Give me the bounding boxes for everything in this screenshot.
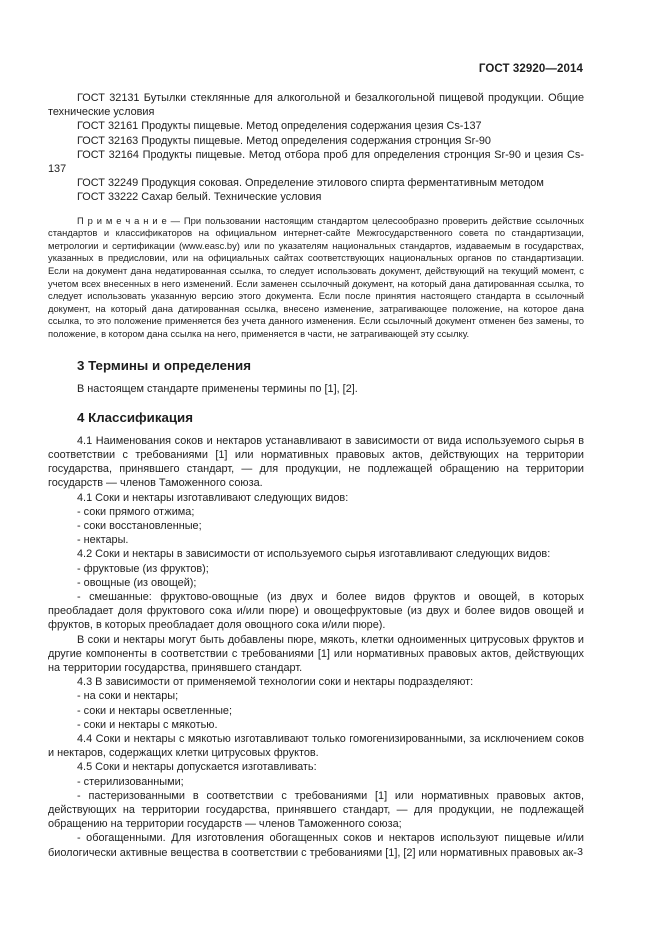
note-paragraph bbox=[48, 215, 584, 341]
list-item: - на соки и нектары; bbox=[77, 690, 179, 703]
list-item: - овощные (из овощей); bbox=[77, 576, 197, 589]
section-4-heading: 4 Классификация bbox=[77, 409, 193, 425]
list-item: - фруктовые (из фруктов); bbox=[77, 562, 209, 575]
list-item: - соки и нектары с мякотью. bbox=[77, 718, 218, 731]
reference-item: ГОСТ 32249 Продукция соковая. Определение этилового спирта ферментативным методом bbox=[77, 177, 544, 190]
reference-item: ГОСТ 32164 Продукты пищевые. Метод отбора проб для определения стронция Sr-90 и цезия Cs-137 bbox=[48, 148, 584, 176]
clause-4-1-kinds: 4.1 Соки и нектары изготавливают следующих видов: bbox=[77, 491, 349, 504]
clause-4-2: 4.2 Соки и нектары в зависимости от используемого сырья изготавливают следующих видов: bbox=[77, 548, 551, 561]
section-3-text: В настоящем стандарте применены термины по [1], [2]. bbox=[77, 382, 358, 395]
reference-item: ГОСТ 32131 Бутылки стеклянные для алкогольной и безалкогольной пищевой продукции. Общие технические условия bbox=[48, 92, 584, 119]
list-item: - нектары. bbox=[77, 534, 129, 547]
note-label: П р и м е ч а н и е bbox=[77, 214, 167, 226]
clause-4-5: 4.5 Соки и нектары допускается изготавливать: bbox=[77, 761, 317, 774]
list-item: - соки прямого отжима; bbox=[77, 505, 195, 518]
clause-4-3: 4.3 В зависимости от применяемой технологии соки и нектары подразделяют: bbox=[77, 676, 474, 689]
list-item: - соки и нектары осветленные; bbox=[77, 704, 233, 717]
reference-item: ГОСТ 33222 Сахар белый. Технические условия bbox=[77, 191, 322, 204]
clause-4-2-additives: В соки и нектары могут быть добавлены пюре, мякоть, клетки одноименных цитрусовых фруктов и другие компоненты в соответствии с требованиями [1] или нормативных правовых актов, действующих на территории государства, принявшего стандарт. bbox=[48, 633, 584, 675]
list-item: - пастеризованными в соответствии с требованиями [1] или нормативных правовых актов, действующих на территории государства, принявшего стандарт, — для продукции, не подлежащей обращению на территории государств — членов Таможенного союза; bbox=[48, 789, 584, 831]
page-number: 3 bbox=[577, 846, 583, 858]
section-3-heading: 3 Термины и определения bbox=[77, 357, 251, 373]
note-text: — При пользовании настоящим стандартом целесообразно проверить действие ссылочных стандартов и классификаторов на официальном интернет-сайте Межгосударственного совета по стандартизации, метрологии и сертификации (www.easc.by) или по указателям национальных стандартов, издаваемым в государствах, указанных в предисловии, или на официальных сайтах соответствующих национальных органов по стандартизации. Если на документ дана недатированная ссылка, то следует использовать документ, действующий на текущий момент, с учетом всех внесенных в него изменений. Если заменен ссылочный документ, на который дана датированная ссылка, то следует использовать указанную версию этого документа. Если после принятия настоящего стандарта в ссылочный документ, на который дана датированная ссылка, внесено изменение, затрагивающее положение, на которое дана ссылка, то это положение применяется без учета данного изменения. Если ссылочный документ отменен без замены, то положение, в котором дана ссылка на него, применяется в части, не затрагивающей эту ссылку. bbox=[48, 214, 584, 339]
reference-item: ГОСТ 32163 Продукты пищевые. Метод определения содержания стронция Sr-90 bbox=[77, 134, 491, 147]
list-item: - смешанные: фруктово-овощные (из двух и более видов фруктов и овощей, в которых преобладает доля фруктового сока и/или пюре) и овощефруктовые (из двух и более видов овощей и фруктов, в которых преобладает доля овощного сока и/или пюре). bbox=[48, 591, 584, 632]
page-body bbox=[48, 91, 584, 860]
list-item: - стерилизованными; bbox=[77, 775, 184, 788]
reference-item: ГОСТ 32161 Продукты пищевые. Метод определения содержания цезия Cs-137 bbox=[77, 120, 482, 133]
clause-4-1: 4.1 Наименования соков и нектаров устанавливают в зависимости от вида используемого сырья в соответствии с требованиями [1] или нормативных правовых актов, действующих на территории государства, принявшего стандарт, — для продукции, не подлежащей обращению на территории государств — членов Таможенного союза. bbox=[48, 434, 584, 490]
document-code-header: ГОСТ 32920—2014 bbox=[478, 63, 583, 75]
list-item: - обогащенными. Для изготовления обогащенных соков и нектаров используют пищевые и/или биологически активные вещества в соответствии с требованиями [1], [2] или нормативных правовых ак- bbox=[48, 832, 584, 859]
clause-4-4: 4.4 Соки и нектары с мякотью изготавливают только гомогенизированными, за исключением соков и нектаров, содержащих клетки цитрусовых фруктов. bbox=[48, 733, 584, 760]
list-item: - соки восстановленные; bbox=[77, 519, 202, 532]
